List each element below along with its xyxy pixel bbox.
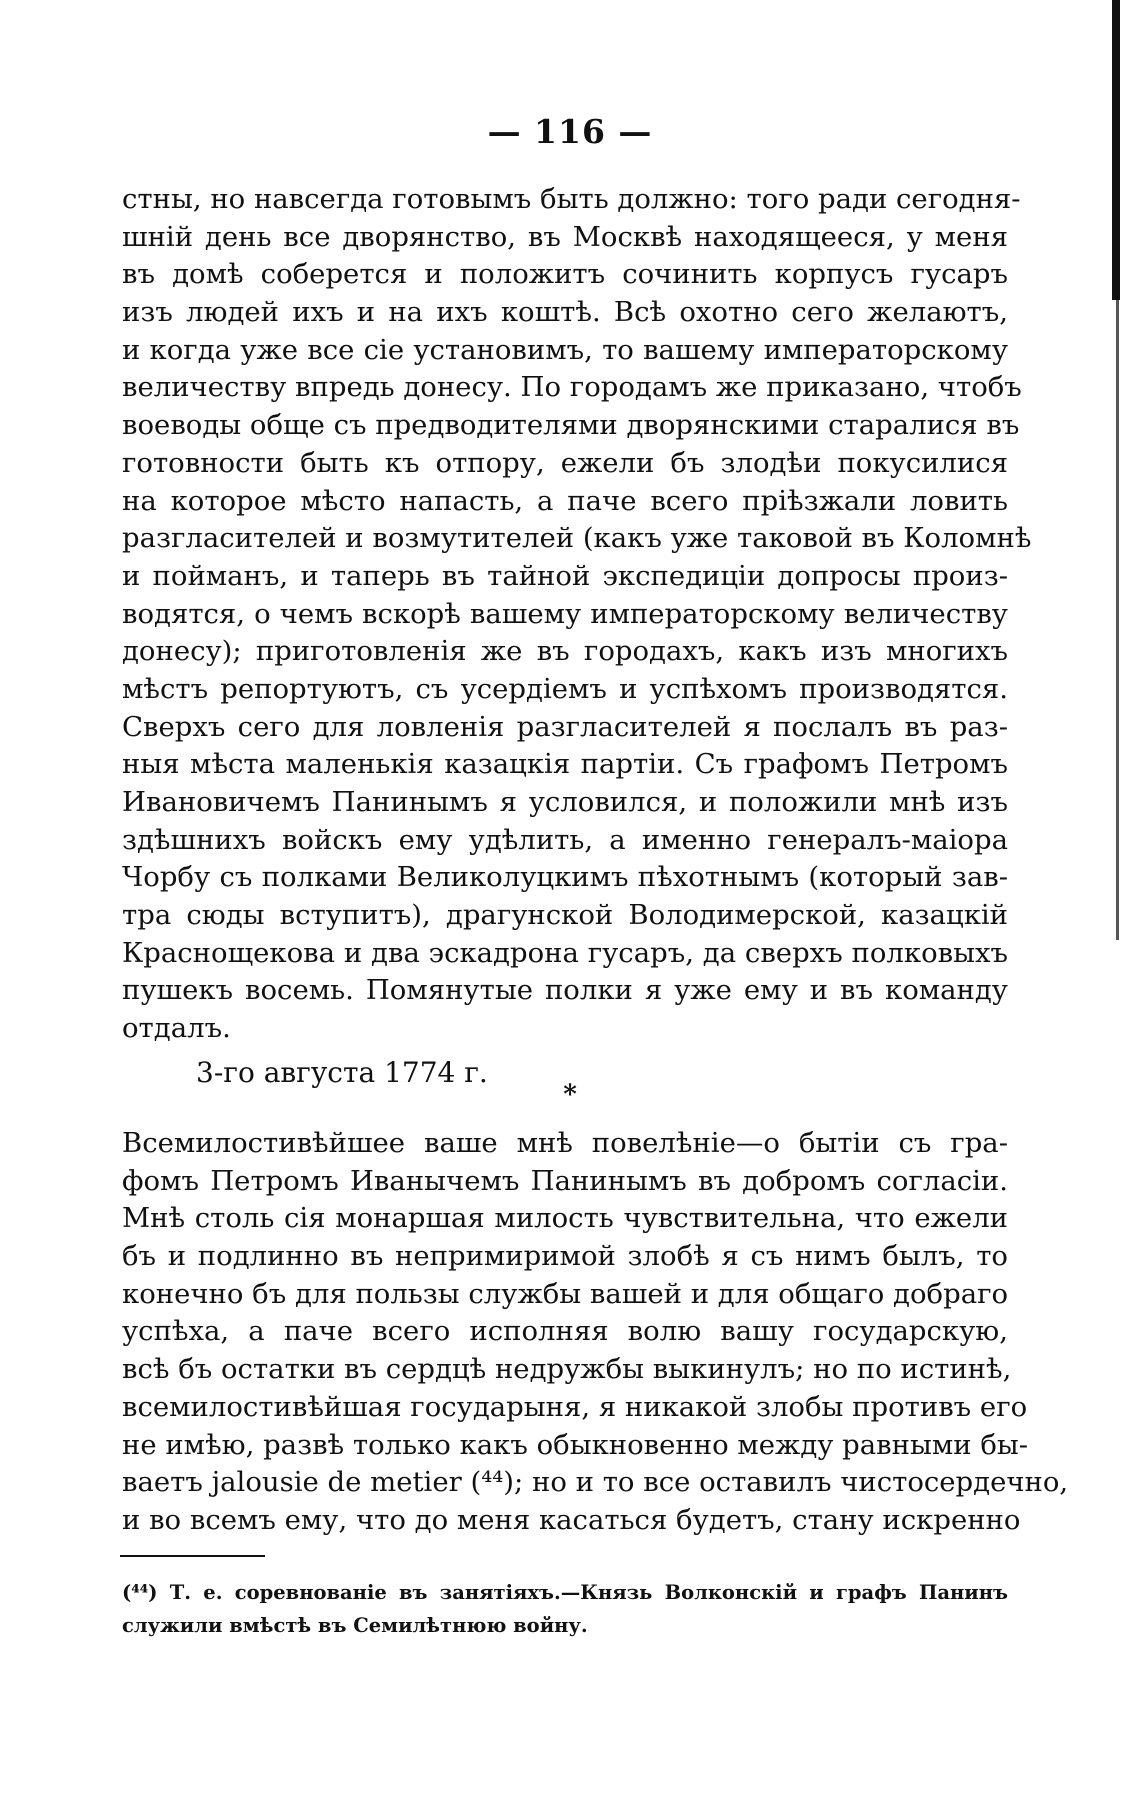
text-line: стны, но навсегда готовымъ быть должно: того ради сегодня- xyxy=(122,183,1021,215)
scan-edge-line xyxy=(1116,300,1119,940)
text-line: здѣшнихъ войскъ ему удѣлить, а именно генералъ-маіора xyxy=(122,823,1008,856)
footnote-line: (⁴⁴) Т. е. соревнованіе въ занятіяхъ.—Князь Волконскій и графъ Панинъ xyxy=(122,1581,1008,1604)
text-line: тра сюды вступитъ), драгунской Володимерской, казацкій xyxy=(122,899,1008,932)
text-line: ваетъ jalousie de metier (⁴⁴); но и то все оставилъ чистосердечно, xyxy=(122,1466,1069,1499)
text-line: изъ людей ихъ и на ихъ коштѣ. Всѣ охотно сего желаютъ, xyxy=(122,296,1008,329)
text-line: конечно бъ для пользы службы вашей и для общаго добраго xyxy=(122,1277,1009,1310)
letter-date: 3-го августа 1774 г. xyxy=(196,1056,488,1089)
text-line: готовности быть къ отпору, ежели бъ злодѣи покусилися xyxy=(122,446,1008,479)
text-line: разгласителей и возмутителей (какъ уже таковой въ Коломнѣ xyxy=(122,522,1032,555)
text-line: успѣха, а паче всего исполняя волю вашу государскую, xyxy=(122,1315,1008,1348)
section-separator-asterisk: * xyxy=(563,1080,577,1110)
text-line: величеству впредь донесу. По городамъ же приказано, чтобъ xyxy=(122,371,1022,404)
text-line: бъ и подлинно въ непримиримой злобѣ я съ нимъ былъ, то xyxy=(122,1240,1008,1273)
page-number: — 116 — xyxy=(487,112,653,151)
text-line: Мнѣ столь сія монаршая милость чувствительна, что ежели xyxy=(122,1202,1008,1235)
text-line: Краснощекова и два эскадрона гусаръ, да сверхъ полковыхъ xyxy=(122,936,1008,969)
text-line: и пойманъ, и таперь въ тайной экспедиціи допросы произ- xyxy=(122,559,1008,592)
paragraph-letter-body-2 xyxy=(122,1125,1069,1540)
text-line: ныя мѣста маленькія казацкія партіи. Съ графомъ Петромъ xyxy=(122,748,1008,781)
text-line: Сверхъ сего для ловленія разгласителей я послалъ въ раз- xyxy=(122,710,1008,743)
text-line: Ивановичемъ Панинымъ я условился, и положили мнѣ изъ xyxy=(122,786,1008,818)
text-line: воеводы обще съ предводителями дворянскими старалися въ xyxy=(122,409,1020,442)
text-line: и когда уже все сіе установимъ, то вашему императорскому xyxy=(122,333,1008,366)
text-line: мѣстъ репортуютъ, съ усердіемъ и успѣхомъ производятся. xyxy=(122,672,1008,705)
text-line: шній день все дворянство, въ Москвѣ находящееся, у меня xyxy=(122,220,1008,253)
text-line: донесу); приготовленія же въ городахъ, какъ изъ многихъ xyxy=(122,635,1008,668)
text-line: водятся, о чемъ вскорѣ вашему императорскому величеству xyxy=(122,597,1008,630)
text-line: фомъ Петромъ Иванычемъ Панинымъ въ добромъ согласіи. xyxy=(122,1164,1008,1197)
text-line: и во всемъ ему, что до меня касаться будетъ, стану искренно xyxy=(122,1503,1021,1536)
text-line: всемилостивѣйшая государыня, я никакой злобы противъ его xyxy=(122,1390,1028,1423)
footnote-rule xyxy=(120,1555,265,1557)
footnote-line: служили вмѣстѣ въ Семилѣтнюю войну. xyxy=(122,1614,588,1637)
text-line: всѣ бъ остатки въ сердцѣ недружбы выкинулъ; но по истинѣ, xyxy=(122,1353,1012,1386)
text-line: не имѣю, развѣ только какъ обыкновенно между равными бы- xyxy=(122,1428,1029,1461)
text-line: отдалъ. xyxy=(122,1012,231,1045)
text-line: Всемилостивѣйшее ваше мнѣ повелѣніе—о бытіи съ гра- xyxy=(122,1127,1008,1159)
paragraph-letter-body xyxy=(122,181,1032,1048)
text-line: Чорбу съ полками Великолуцкимъ пѣхотнымъ (который зав- xyxy=(122,861,1008,894)
footnote xyxy=(122,1576,1008,1642)
text-line: на которое мѣсто напасть, а паче всего пріѣзжали ловить xyxy=(122,484,1008,517)
text-line: пушекъ восемь. Помянутые полки я уже ему и въ команду xyxy=(122,974,1008,1007)
text-line: въ домѣ соберется и положитъ сочинить корпусъ гусаръ xyxy=(122,258,1008,291)
